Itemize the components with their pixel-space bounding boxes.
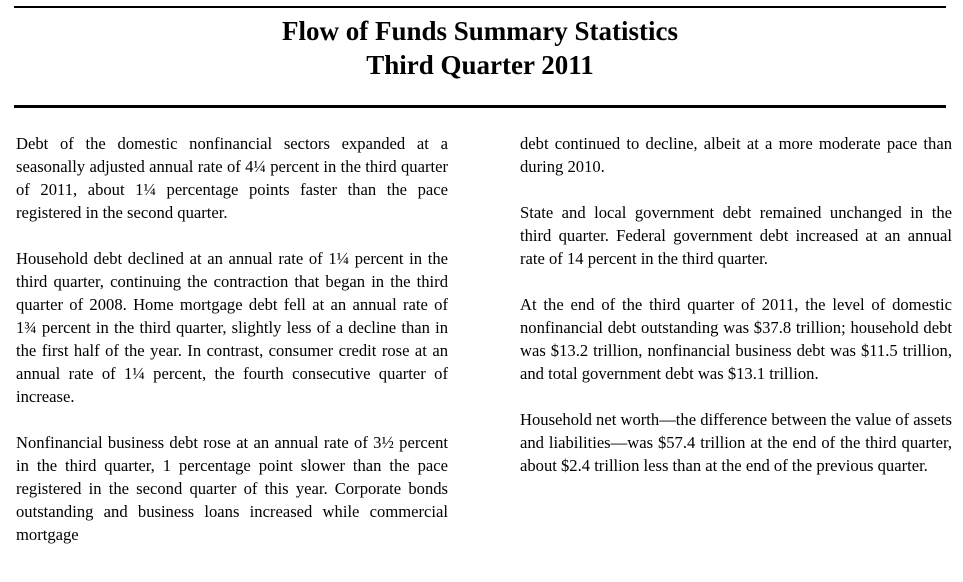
title-bottom-rule: [14, 105, 946, 108]
left-text-column: [16, 132, 448, 569]
paragraph-business-debt: Nonfinancial business debt rose at an annual rate of 3½ percent in the third quarter, 1 percentage point slower than the pace registered in the second quarter of this year. Corporate bonds outstanding and business loans increased while commercial mortgage: [16, 433, 448, 544]
paragraph-household-debt: Household debt declined at an annual rate of 1¼ percent in the third quarter, continuing the contraction that began in the third quarter of 2008. Home mortgage debt fell at an annual rate of 1¾ percent in the third quarter, slightly less of a decline than in the first half of the year. In contrast, consumer credit rose at an annual rate of 1¼ percent, the fourth consecutive quarter of increase.: [16, 249, 448, 406]
title-line-1: Flow of Funds Summary Statistics: [281, 16, 679, 46]
paragraph-business-debt-continued: debt continued to decline, albeit at a more moderate pace than during 2010.: [520, 134, 952, 176]
right-text-column: [520, 132, 952, 500]
page-title: [14, 14, 946, 82]
paragraph-debt-overview: Debt of the domestic nonfinancial sectors expanded at a seasonally adjusted annual rate of 4¼ percent in the third quarter of 2011, about 1¼ percentage points faster than the pace registered in the second quarter.: [16, 134, 448, 222]
paragraph-government-debt: State and local government debt remained unchanged in the third quarter. Federal government debt increased at an annual rate of 14 percent in the third quarter.: [520, 203, 952, 268]
paragraph-debt-levels: At the end of the third quarter of 2011, the level of domestic nonfinancial debt outstanding was $37.8 trillion; household debt was $13.2 trillion, nonfinancial business debt was $11.5 trillion, and total government debt was $13.1 trillion.: [520, 295, 952, 383]
title-line-2: Third Quarter 2011: [366, 50, 594, 80]
paragraph-household-net-worth: Household net worth—the difference between the value of assets and liabilities—was $57.4 trillion at the end of the third quarter, about $2.4 trillion less than at the end of the previous quarter.: [520, 410, 952, 475]
top-rule: [14, 6, 946, 8]
